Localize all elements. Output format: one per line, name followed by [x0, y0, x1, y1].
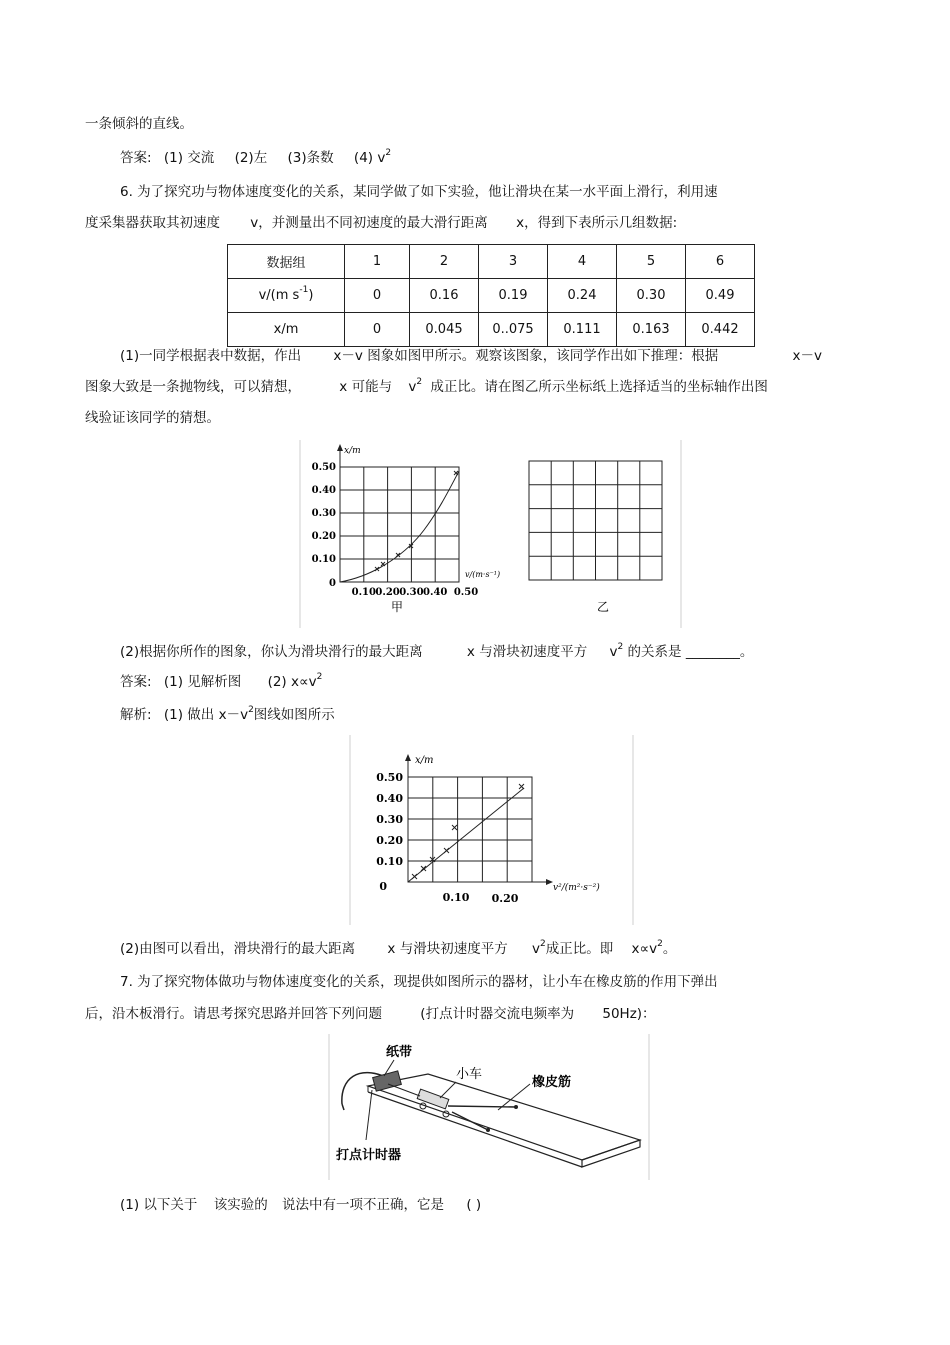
question-7-line1: 7. 为了探究物体做功与物体速度变化的关系，现提供如图所示的器材，让小车在橡皮筋的作用下弹出: [120, 974, 718, 990]
table-cell: 2: [410, 245, 479, 279]
fig3-y-axis-label: x/m: [415, 755, 434, 766]
jia-grid: [340, 447, 459, 582]
jia-x-tick: 0.50: [453, 587, 479, 598]
jia-y-axis-label: x/m: [344, 446, 361, 456]
apparatus-svg: [328, 1034, 652, 1184]
table-cell: 4: [548, 245, 617, 279]
jia-caption: 甲: [390, 600, 404, 614]
table-row: [228, 245, 755, 279]
answer-prefix: 答案:: [120, 150, 152, 166]
answer-1: (1) 交流: [163, 150, 215, 166]
question-7-line2: 后，沿木板滑行。请思考探究思路并回答下列问题 (打点计时器交流电频率为 50Hz)：: [85, 1006, 656, 1022]
question-6-1-line3: 线验证该同学的猜想。: [85, 410, 220, 426]
figure-x-v2-svg: [349, 735, 637, 927]
table-row: [228, 313, 755, 347]
jia-y-tick: 0.50: [311, 462, 336, 473]
table-cell: x/m: [228, 313, 345, 347]
table-cell: 0..075: [479, 313, 548, 347]
table-cell: 0.16: [410, 279, 479, 313]
fig3-y-tick: 0.20: [376, 834, 403, 847]
answer-line: [120, 149, 391, 167]
answer-4: (4) $v^2$: [353, 148, 392, 166]
fig3-x-axis-label: v²/(m²·s⁻²): [553, 883, 600, 893]
question-6-line2: 度采集器获取其初速度 v，并测量出不同初速度的最大滑行距离 x，得到下表所示几组数据:: [85, 215, 678, 231]
table-cell: 0.19: [479, 279, 548, 313]
answer-3: (3)条数: [287, 150, 334, 166]
table-cell: 0.30: [617, 279, 686, 313]
question-7-1: (1) 以下关于 该实验的 说法中有一项不正确，它是 ( ): [120, 1197, 482, 1213]
jia-y-tick: 0: [329, 578, 336, 589]
jia-y-tick: 0.20: [311, 531, 336, 542]
question-6-2: (2)根据你所作的图象，你认为滑块滑行的最大距离 x 与滑块初速度平方 $v^2$ 的关系是 ________。: [120, 642, 754, 660]
figure-x-v2: [349, 735, 637, 927]
table-cell: 0.045: [410, 313, 479, 347]
question-6-1-line1: (1)一同学根据表中数据，作出 x－v 图象如图甲所示。观察该图象，该同学作出如下推理：根据 x－v: [120, 348, 822, 364]
table-cell: 0: [345, 313, 410, 347]
jia-x-tick: 0.10: [351, 587, 376, 598]
question-6-1-line2: 图象大致是一条抛物线，可以猜想， x 可能与 $v^2$ 成正比。请在图乙所示坐标纸上选择适当的坐标轴作出图: [85, 377, 768, 395]
table-cell: 0.111: [548, 313, 617, 347]
table-cell: 0.163: [617, 313, 686, 347]
label-car: 小车: [456, 1067, 483, 1082]
jia-x-tick: 0.20: [375, 587, 400, 598]
label-tape: 纸带: [386, 1045, 413, 1060]
fig3-y-tick: 0: [379, 880, 387, 893]
table-cell: 3: [479, 245, 548, 279]
fig3-y-tick: 0.10: [376, 855, 403, 868]
yi-caption: 乙: [596, 600, 610, 614]
jia-x-tick: 0.30: [399, 587, 424, 598]
figure-jia-yi-svg: [299, 440, 683, 630]
table-cell: v/(m $s^{-1}$): [228, 279, 345, 313]
table-cell: 0.442: [686, 313, 755, 347]
apparatus-figure: [328, 1034, 652, 1184]
table-row: [228, 279, 755, 313]
conclusion-line: (2)由图可以看出，滑块滑行的最大距离 x 与滑块初速度平方 $v^2$成正比。即 $x\propto v^2$。: [120, 939, 677, 957]
question-6-line1: 6. 为了探究功与物体速度变化的关系，某同学做了如下实验，他让滑块在某一水平面上滑行，利用速: [120, 184, 718, 200]
fig3-x-tick: 0.20: [491, 892, 519, 905]
jia-x-axis-label: v/(m·s⁻¹): [465, 570, 501, 579]
fig3-y-tick: 0.30: [376, 813, 403, 826]
table-cell: 0: [345, 279, 410, 313]
yi-grid: [529, 461, 662, 580]
fig3-x-tick: 0.10: [442, 891, 470, 904]
jia-x-tick: 0.40: [423, 587, 448, 598]
table-cell: 0.24: [548, 279, 617, 313]
answer-line-2: 答案: (1) 见解析图 (2) $x\propto v^2$: [120, 672, 323, 690]
table-cell: 数据组: [228, 245, 345, 279]
text-line: 一条倾斜的直线。: [85, 116, 193, 132]
table-cell: 5: [617, 245, 686, 279]
jia-y-tick: 0.30: [311, 508, 336, 519]
data-table: [227, 244, 755, 347]
fig3-y-tick: 0.50: [376, 771, 403, 784]
table-cell: 6: [686, 245, 755, 279]
table-cell: 0.49: [686, 279, 755, 313]
figure-jia-yi: [299, 440, 683, 630]
fig3-y-tick: 0.40: [376, 792, 403, 805]
table-cell: 1: [345, 245, 410, 279]
jia-y-tick: 0.10: [311, 554, 336, 565]
label-timer: 打点计时器: [336, 1148, 402, 1163]
label-rubber: 橡皮筋: [532, 1075, 572, 1090]
jia-y-tick: 0.40: [311, 485, 336, 496]
answer-2: (2)左: [234, 150, 268, 166]
analysis-line: 解析: (1) 做出 $x-v^2$图线如图所示: [120, 705, 335, 723]
